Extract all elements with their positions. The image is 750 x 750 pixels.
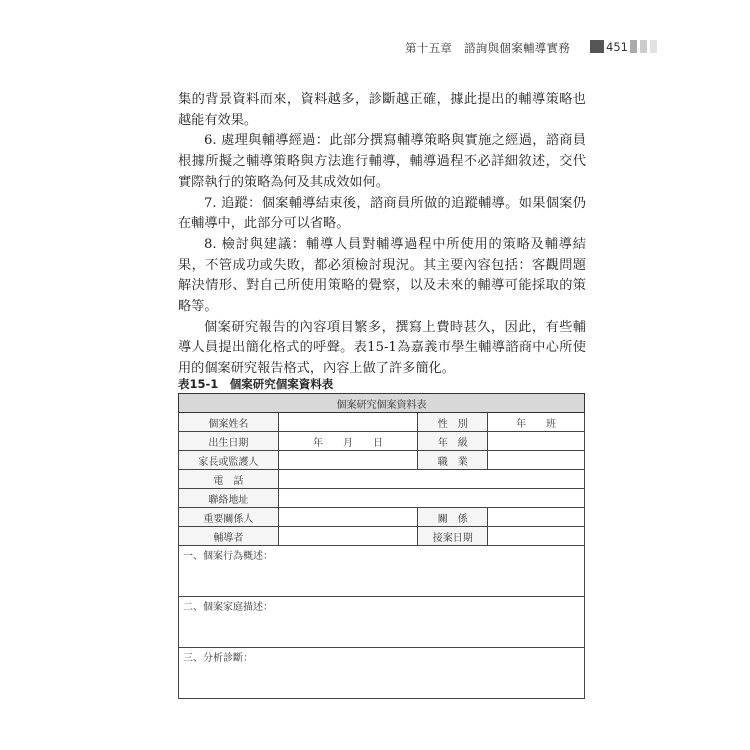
name-label: 個案姓名 — [179, 413, 279, 432]
phone-value — [278, 470, 584, 489]
header-dark-square — [590, 40, 604, 53]
paragraph-item-7: 7. 追蹤：個案輔導結束後，諮商員所做的追蹤輔導。如果個案仍在輔導中，此部分可以省略。 — [178, 195, 586, 232]
relation-type-value — [488, 508, 585, 527]
running-header — [0, 38, 750, 56]
form-heading: 個案研究個案資料表 — [179, 394, 585, 413]
intake-date-label: 接案日期 — [418, 527, 488, 546]
relation-type-label: 關 係 — [418, 508, 488, 527]
intake-date-value — [488, 527, 585, 546]
paragraph-summary: 個案研究報告的內容項目繁多，撰寫上費時甚久，因此，有些輔導人員提出簡化格式的呼聲。表15-1為嘉義市學生輔導諮商中心所使用的個案研究報告格式，內容上做了許多簡化。 — [178, 319, 586, 377]
address-value — [278, 489, 584, 508]
chapter-title: 第十五章 諮詢與個案輔導實務 — [405, 41, 571, 55]
address-label: 聯絡地址 — [179, 489, 279, 508]
relation-label: 重要關係人 — [179, 508, 279, 527]
paragraph-item-6: 6. 處理與輔導經過：此部分撰寫輔導策略與實施之經過，諮商員根據所擬之輔導策略與方法進行輔導，輔導過程不必詳細敘述，交代實際執行的策略為何及其成效如何。 — [178, 133, 586, 190]
phone-label: 電 話 — [179, 470, 279, 489]
name-value — [278, 413, 418, 432]
relation-value — [278, 508, 418, 527]
case-data-form — [178, 393, 585, 699]
family-description-section: 二、個案家庭描述： — [179, 597, 585, 648]
birth-label: 出生日期 — [179, 432, 279, 451]
guardian-value — [278, 451, 418, 470]
grade-value — [488, 432, 585, 451]
counselor-label: 輔導者 — [179, 527, 279, 546]
header-bar-1 — [630, 40, 637, 53]
paragraph-continuation: 集的背景資料而來，資料越多，診斷越正確，據此提出的輔導策略也越能有效果。 — [178, 92, 586, 128]
page-number: 451 — [606, 40, 628, 54]
grade-label: 年 級 — [418, 432, 488, 451]
table-caption: 表15-1 個案研究個案資料表 — [178, 377, 334, 391]
paragraph-item-8: 8. 檢討與建議：輔導人員對輔導過程中所使用的策略及輔導結果，不管成功或失敗，都必須檢討現況。其主要內容包括：客觀問題解決情形、對自己所使用策略的覺察，以及未來的輔導可能採取的策略等。 — [178, 236, 586, 315]
header-bar-3 — [650, 40, 657, 53]
occupation-label: 職 業 — [418, 451, 488, 470]
counselor-value — [278, 527, 418, 546]
behavior-summary-section: 一、個案行為概述： — [179, 546, 585, 597]
birth-value: 年 月 日 — [278, 432, 418, 451]
body-text — [178, 90, 586, 380]
occupation-value — [488, 451, 585, 470]
analysis-diagnosis-section: 三、分析診斷： — [179, 648, 585, 699]
grade-class-value: 年 班 — [488, 413, 585, 432]
gender-label: 性 別 — [418, 413, 488, 432]
guardian-label: 家長或監護人 — [179, 451, 279, 470]
header-bar-2 — [640, 40, 647, 53]
